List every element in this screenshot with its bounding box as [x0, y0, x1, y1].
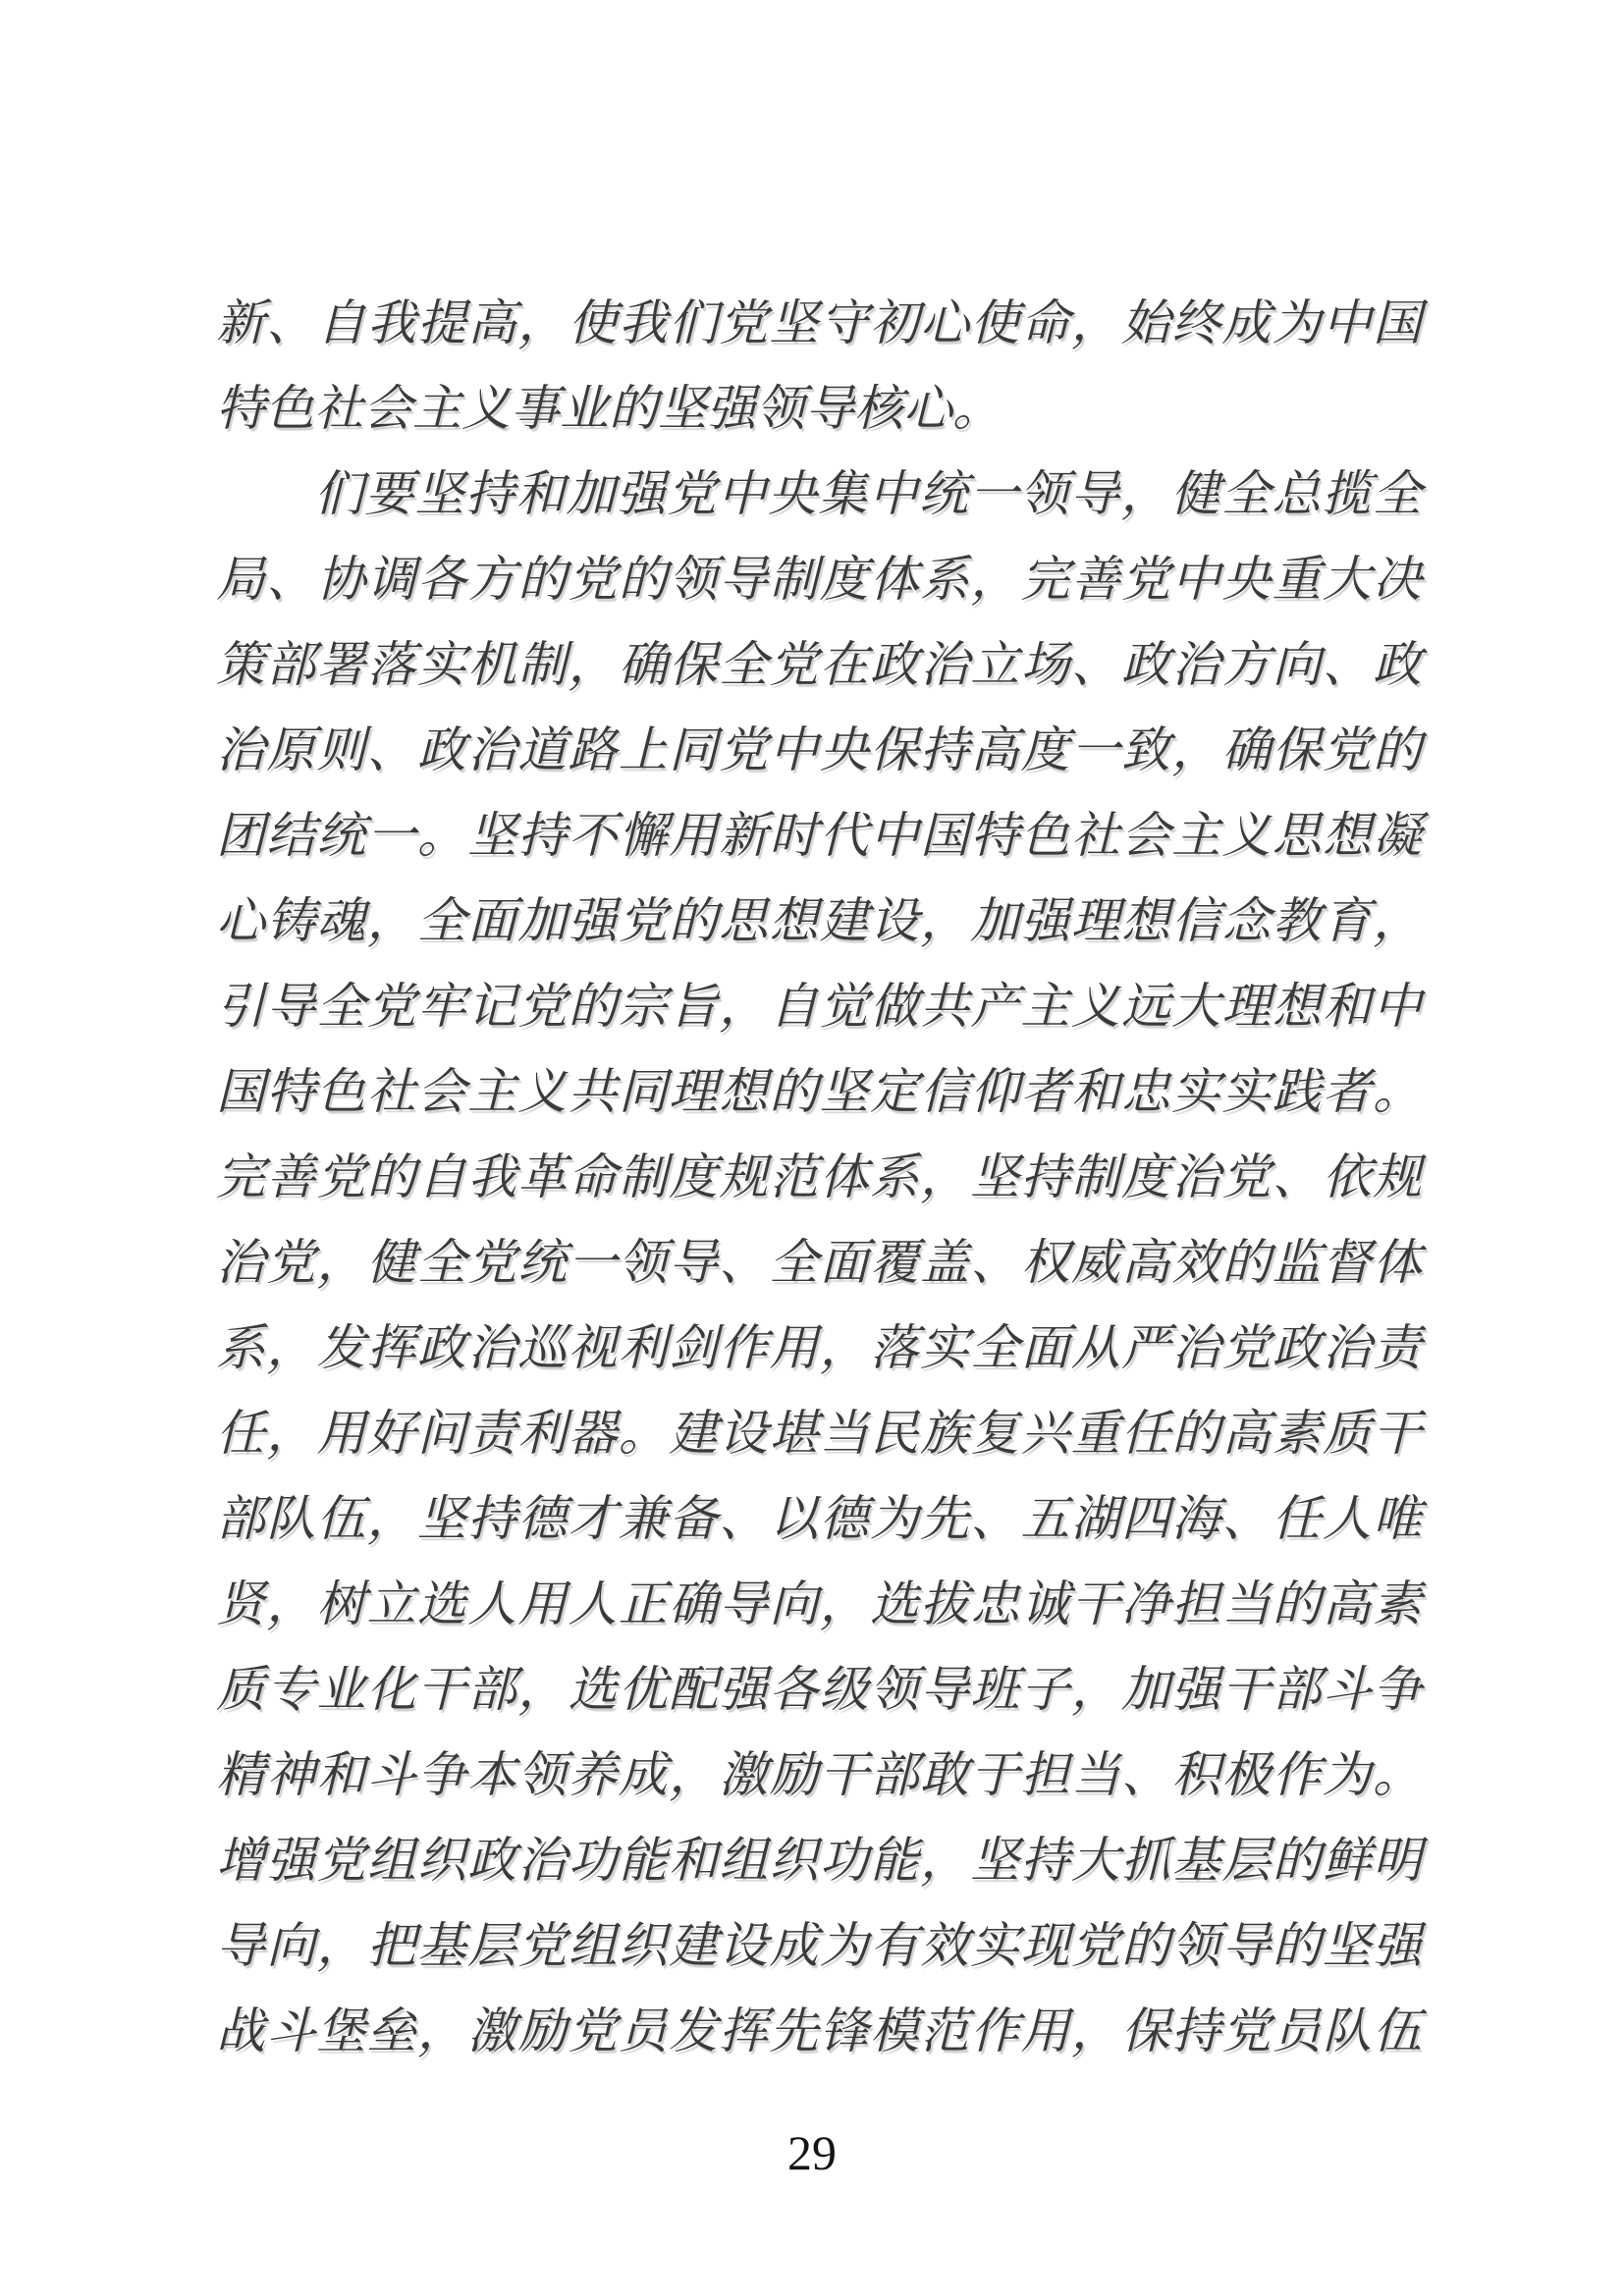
text-line: 团结统一。坚持不懈用新时代中国特色社会主义思想凝 [216, 808, 1422, 863]
page-number: 29 [787, 2125, 837, 2180]
text-line: 战斗堡垒，激励党员发挥先锋模范作用，保持党员队伍 [216, 2003, 1422, 2058]
text-line: 策部署落实机制，确保全党在政治立场、政治方向、政 [216, 637, 1422, 692]
text-line-paragraph-start: 们要坚持和加强党中央集中统一领导，健全总揽全 [314, 466, 1422, 521]
text-line: 完善党的自我革命制度规范体系，坚持制度治党、依规 [216, 1149, 1422, 1204]
text-line: 增强党组织政治功能和组织功能，坚持大抓基层的鲜明 [216, 1833, 1422, 1888]
text-line: 精神和斗争本领养成，激励干部敢于担当、积极作为。 [216, 1747, 1422, 1802]
text-line: 质专业化干部，选优配强各级领导班子，加强干部斗争 [216, 1662, 1422, 1717]
text-line: 治原则、政治道路上同党中央保持高度一致，确保党的 [216, 722, 1422, 777]
body-text [216, 281, 1422, 2074]
text-line: 任，用好问责利器。建设堪当民族复兴重任的高素质干 [216, 1406, 1422, 1461]
text-line: 治党，健全党统一领导、全面覆盖、权威高效的监督体 [216, 1235, 1422, 1290]
text-line: 贤，树立选人用人正确导向，选拔忠诚干净担当的高素 [216, 1576, 1422, 1631]
text-line-paragraph-end: 特色社会主义事业的坚强领导核心。 [216, 381, 1001, 436]
text-line: 引导全党牢记党的宗旨，自觉做共产主义远大理想和中 [216, 979, 1422, 1034]
text-line: 新、自我提高，使我们党坚守初心使命，始终成为中国 [216, 295, 1422, 350]
text-line: 国特色社会主义共同理想的坚定信仰者和忠实实践者。 [216, 1064, 1422, 1119]
text-line: 部队伍，坚持德才兼备、以德为先、五湖四海、任人唯 [216, 1491, 1422, 1546]
text-line: 系，发挥政治巡视利剑作用，落实全面从严治党政治责 [216, 1320, 1422, 1375]
text-line: 心铸魂，全面加强党的思想建设，加强理想信念教育， [216, 893, 1422, 948]
text-line: 局、协调各方的党的领导制度体系，完善党中央重大决 [216, 552, 1422, 607]
text-line: 导向，把基层党组织建设成为有效实现党的领导的坚强 [216, 1918, 1422, 1973]
